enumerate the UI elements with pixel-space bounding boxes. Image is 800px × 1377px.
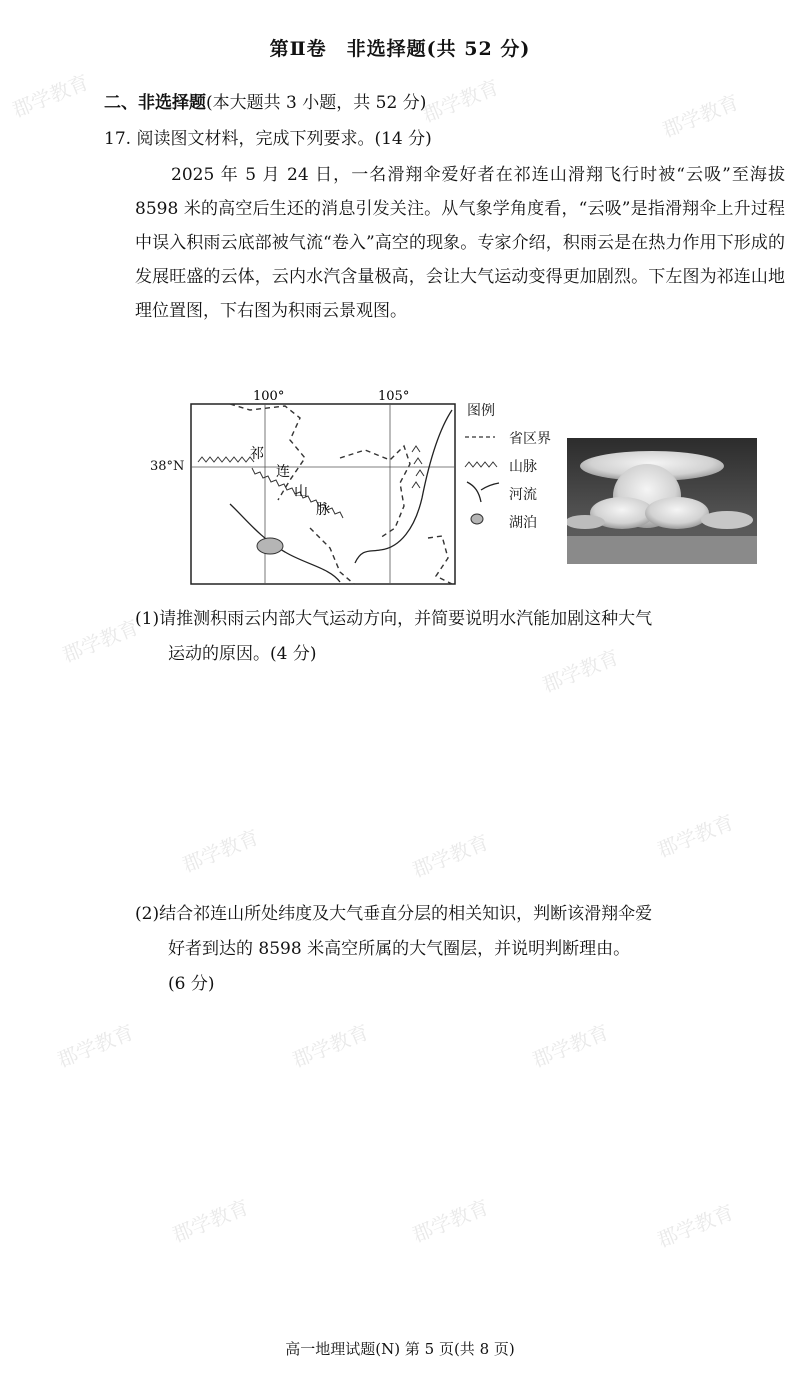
legend-item-river: 河流 (509, 487, 537, 503)
cloud-small (701, 511, 753, 529)
sub-question-2-line2: 好者到达的 8598 米高空所属的大气圈层，并说明判断理由。 (168, 939, 631, 959)
sub-question-1-line2: 运动的原因。(4 分) (168, 644, 317, 664)
river-yellow (355, 410, 452, 563)
photo-ground (567, 533, 757, 564)
mountain-char: 连 (276, 464, 290, 480)
sub-question-2-line3: (6 分) (168, 974, 215, 994)
legend-item-lake: 湖泊 (509, 515, 537, 531)
material-paragraph: 2025 年 5 月 24 日，一名滑翔伞爱好者在祁连山滑翔飞行时被“云吸”至海拔 8598 米的高空后生还的消息引发关注。从气象学角度看，“云吸”是指滑翔伞上升过程中误入积雨云底部被气流“卷入”高空的现象。专家介绍，积雨云是在热力作用下形成的发展旺盛的云体，云内水汽含量极高，会让大气运动变得更加剧烈。下左图为祁连山地理位置图，下右图为积雨云景观图。 (135, 165, 785, 321)
mountain-char: 祁 (250, 446, 264, 462)
watermark: 郡学教育 (53, 1019, 138, 1073)
mountain-char: 山 (294, 484, 308, 500)
lake-icon (471, 514, 483, 524)
watermark: 郡学教育 (58, 614, 143, 668)
watermark: 郡学教育 (408, 829, 493, 883)
watermark: 郡学教育 (168, 1194, 253, 1248)
label-lat-38n: 38°N (150, 459, 185, 474)
question-17-stem: 17. 阅读图文材料，完成下列要求。(14 分) (104, 129, 432, 149)
legend-symbols (463, 426, 509, 526)
province-boundary (428, 536, 452, 584)
page-footer: 高一地理试题(N) 第 5 页(共 8 页) (285, 1340, 515, 1358)
section-title: 第Ⅱ卷 非选择题(共 52 分) (269, 38, 531, 60)
lake (257, 538, 283, 554)
legend-title: 图例 (467, 403, 495, 419)
sub-question-1-line1: (1)请推测积雨云内部大气运动方向，并简要说明水汽能加剧这种大气 (135, 609, 653, 629)
mountain-char: 脉 (316, 502, 330, 518)
mountain-icon (465, 462, 497, 467)
province-boundary (340, 446, 410, 538)
province-boundary (310, 528, 354, 584)
legend-item-province: 省区界 (509, 431, 551, 447)
part-title-main: 二、非选择题 (104, 93, 206, 113)
watermark: 郡学教育 (418, 74, 503, 128)
watermark: 郡学教育 (288, 1019, 373, 1073)
watermark: 郡学教育 (658, 89, 743, 143)
watermark: 郡学教育 (8, 69, 93, 123)
watermark: 郡学教育 (538, 644, 623, 698)
watermark: 郡学教育 (528, 1019, 613, 1073)
map-frame (191, 404, 455, 584)
river-icon (467, 482, 499, 502)
watermark: 郡学教育 (653, 809, 738, 863)
cumulonimbus-photo (567, 438, 757, 564)
cloud-body (645, 497, 709, 529)
part-title-sub: (本大题共 3 小题，共 52 分) (206, 93, 427, 113)
label-lon-100: 100° (253, 389, 285, 404)
part-title (104, 88, 426, 113)
watermark: 郡学教育 (178, 824, 263, 878)
legend-item-mountain: 山脉 (509, 459, 537, 475)
label-lon-105: 105° (378, 389, 410, 404)
watermark: 郡学教育 (653, 1199, 738, 1253)
watermark: 郡学教育 (408, 1194, 493, 1248)
sub-question-2-line1: (2)结合祁连山所处纬度及大气垂直分层的相关知识，判断该滑翔伞爱 (135, 904, 653, 924)
